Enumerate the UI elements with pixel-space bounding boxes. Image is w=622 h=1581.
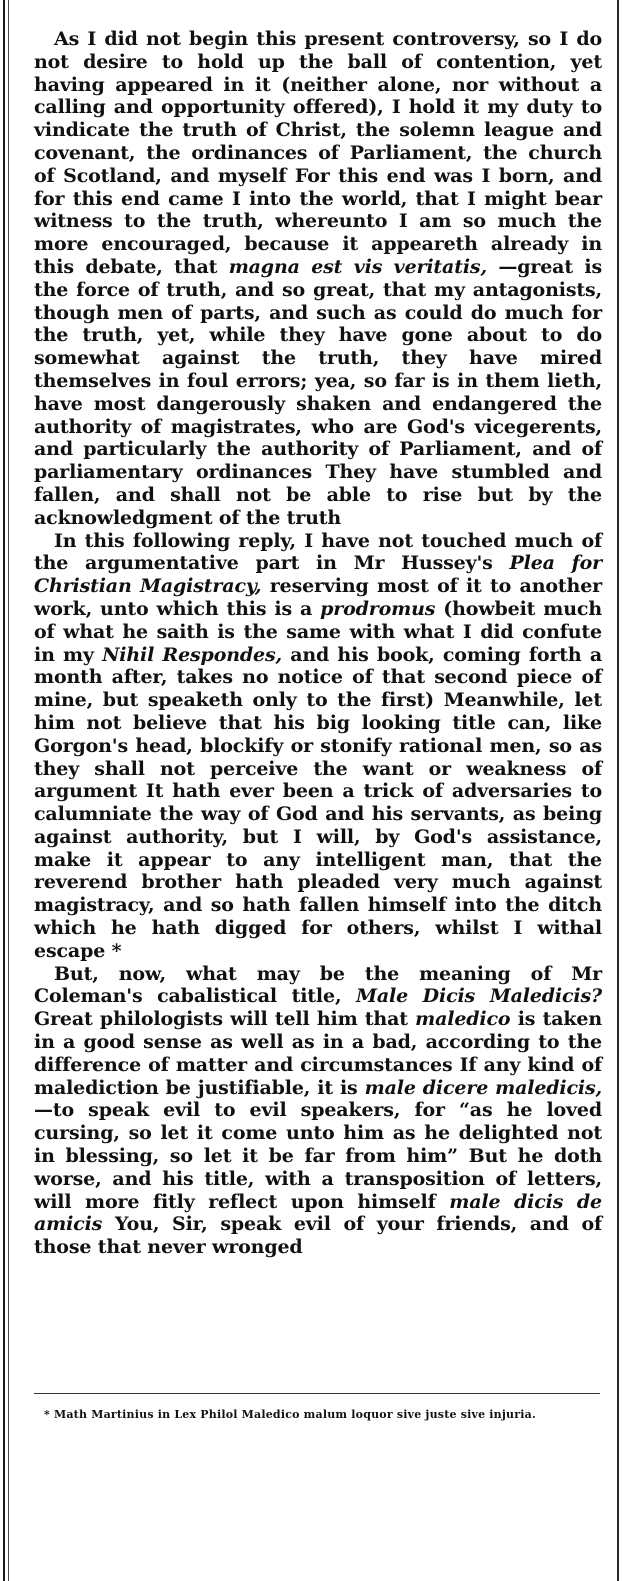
title-male-dicis: Male Dicis Maledicis?	[356, 985, 602, 1008]
latin-phrase: magna est vis veritatis,	[228, 255, 487, 278]
paragraph-2-text-cont: reserving most of it to another work, unto which this is a	[34, 575, 602, 620]
paragraph-2	[34, 530, 602, 963]
right-column-rule	[617, 0, 619, 1581]
paragraph-1	[34, 28, 602, 530]
paragraph-3-text: But, now, what may be the meaning of Mr Coleman's cabalistical title,	[34, 962, 602, 1008]
article-body	[34, 28, 602, 1259]
footnote-divider	[34, 1393, 600, 1395]
paragraph-3-text-cont-4: You, Sir, speak evil of your friends, and of those that never wronged	[34, 1213, 602, 1259]
left-column-rule-inner	[8, 0, 9, 1581]
footnote: * Math Martinius in Lex Philol Maledico malum loquor sive juste sive injuria.	[44, 1408, 536, 1421]
term-male-dicis-de-amicis: male dicis de amicis	[34, 1190, 602, 1236]
paragraph-3-text-cont-3: —to speak evil to evil speakers, for “as he loved cursing, so let it come unto him as he delighted not in blessing, so let it be far from him” But he doth worse, and his title, with a transposition of letters, will more fitly reflect upon himself	[34, 1099, 602, 1213]
paragraph-3-text-cont: Great philologists will tell him that	[34, 1008, 416, 1031]
paragraph-3-text-cont-2: is taken in a good sense as well as in a bad, according to the difference of matter and circumstances If any kind of malediction be justifiable, it is	[34, 1008, 603, 1099]
book-title-plea: Plea for Christian Magistracy,	[34, 552, 602, 598]
paragraph-2-text-cont-2: (howbeit much of what he saith is the same with what I did confute in my	[34, 597, 602, 666]
paragraph-2-text-cont-3: and his book, coming forth a month after, takes no notice of that second piece of mine, but speaketh only to the first) Meanwhile, let him not believe that his big looking title can, like Gorgon's head, blockify or stonify rational men, so as they shall not perceive the want or weakness of argument It hath ever been a trick of adversaries to calumniate the way of God and his servants, as being against authority, but I will, by God's assistance, make it appear to any intelligent man, that the reverend brother hath pleaded very much against magistracy, and so hath fallen himself into the ditch which he hath digged for others, whilst I withal escape *	[34, 643, 602, 962]
paragraph-2-text: In this following reply, I have not touched much of the argumentative part in Mr Hussey's	[34, 529, 602, 575]
paragraph-1-text-cont: —great is the force of truth, and so great, that my antagonists, though men of parts, and such as could do much for the truth, yet, while they have gone about to do somewhat against the truth, they have mired themselves in foul errors; yea, so far is in them lieth, have most dangerously shaken and endangered the authority of magistrates, who are God's vicegerents, and particularly the authority of Parliament, and of parliamentary ordinances They have stumbled and fallen, and shall not be able to rise but by the acknowledgment of the truth	[34, 255, 602, 529]
book-title-nihil: Nihil Respondes,	[102, 643, 282, 666]
term-maledico: maledico	[415, 1008, 511, 1031]
paragraph-1-text: As I did not begin this present controversy, so I do not desire to hold up the ball of contention, yet having appeared in it (neither alone, nor without a calling and opportunity offered), I hold it my duty to vindicate the truth of Christ, the solemn league and covenant, the ordinances of Parliament, the church of Scotland, and myself For this end was I born, and for this end came I into the world, that I might bear witness to the truth, whereunto I am so much the more encouraged, because it appeareth already in this debate, that	[34, 28, 602, 278]
term-prodromus: prodromus	[320, 597, 436, 620]
term-male-dicere: male dicere maledicis,	[364, 1076, 602, 1099]
left-column-rule	[3, 0, 5, 1581]
paragraph-3	[34, 963, 602, 1259]
